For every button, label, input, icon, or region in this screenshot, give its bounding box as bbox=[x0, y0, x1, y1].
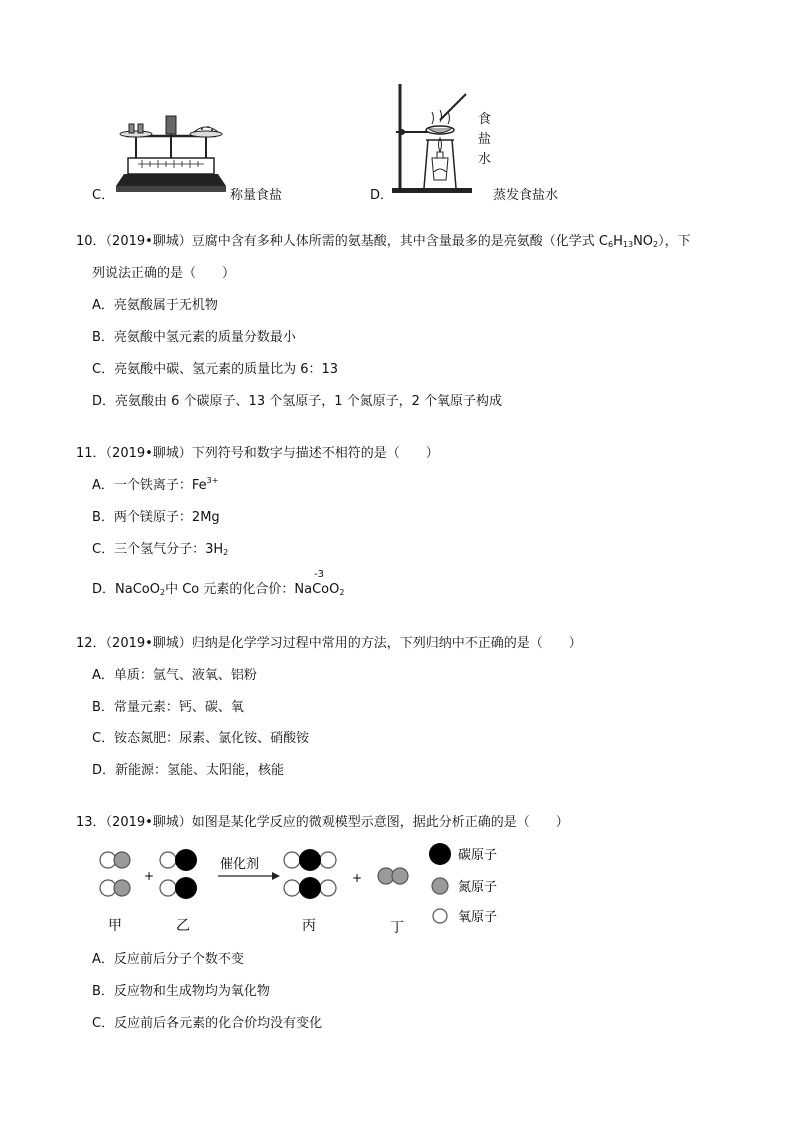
option-d-label-2: 盐 bbox=[478, 132, 492, 147]
q11-option-d bbox=[92, 569, 345, 597]
label-ding: 丁 bbox=[390, 920, 404, 936]
reaction-arrow-head bbox=[272, 872, 280, 880]
plus-sign-1: + bbox=[144, 869, 155, 883]
q11-option-d-text: D．NaCoO bbox=[92, 582, 160, 597]
option-d-label-3: 水 bbox=[478, 152, 492, 167]
q11-option-d-valence: -3 bbox=[314, 569, 325, 580]
q11-option-d-co: Co bbox=[312, 582, 330, 597]
option-d-image bbox=[388, 80, 478, 196]
legend-carbon-label: 碳原子 bbox=[458, 848, 498, 863]
molecule-jia-2 bbox=[100, 880, 130, 896]
catalyst-label: 催化剂 bbox=[220, 857, 260, 872]
q10-stem-b: H bbox=[613, 234, 623, 249]
molecule-yi-1 bbox=[160, 849, 197, 871]
q13-option-b: B．反应物和生成物均为氧化物 bbox=[92, 984, 270, 999]
q10-option-d: D．亮氨酸由 6 个碳原子、13 个氢原子，1 个氮原子，2 个氧原子构成 bbox=[92, 394, 503, 409]
q13-option-a: A．反应前后分子个数不变 bbox=[92, 952, 244, 967]
q11-option-d-mid: 中 Co 元素的化合价：Na bbox=[165, 582, 313, 597]
q10-option-a: A．亮氨酸属于无机物 bbox=[92, 298, 218, 313]
molecule-yi-2 bbox=[160, 877, 197, 899]
label-yi: 乙 bbox=[176, 918, 190, 934]
option-c-caption: 称量食盐 bbox=[230, 188, 283, 203]
q11-option-d-o: O bbox=[329, 582, 340, 597]
legend-carbon-icon bbox=[429, 843, 451, 865]
q12-option-b: B．常量元素：钙、碳、氧 bbox=[92, 700, 244, 715]
q11-option-b: B．两个镁原子：2Mg bbox=[92, 510, 220, 525]
q13-option-c: C．反应前后各元素的化合价均没有变化 bbox=[92, 1016, 323, 1031]
option-d-letter: D． bbox=[370, 188, 394, 203]
q10-stem-line2: 列说法正确的是（ ） bbox=[92, 266, 236, 281]
q11-option-c-text: C．三个氢气分子：3H bbox=[92, 542, 224, 557]
q11-option-a-text: A．一个铁离子：Fe bbox=[92, 478, 207, 493]
reaction-model-svg bbox=[90, 838, 520, 938]
q11-option-c-sub: 2 bbox=[223, 548, 229, 557]
molecule-bing-1 bbox=[284, 849, 336, 871]
legend-nitrogen-icon bbox=[432, 878, 448, 894]
molecule-ding bbox=[378, 868, 408, 884]
label-jia: 甲 bbox=[108, 918, 122, 934]
plus-sign-2: + bbox=[352, 871, 363, 885]
legend-oxygen-label: 氧原子 bbox=[458, 910, 498, 925]
q10-formula-c-sub: 6 bbox=[608, 240, 614, 249]
q10-option-c: C．亮氨酸中碳、氢元素的质量比为 6：13 bbox=[92, 362, 339, 377]
q11-option-d-co-group bbox=[312, 569, 330, 597]
q11-option-a-charge: 3+ bbox=[206, 476, 219, 485]
q12-option-a: A．单质：氩气、液氧、铝粉 bbox=[92, 668, 257, 683]
q11-option-a bbox=[92, 474, 218, 493]
option-c-letter: C． bbox=[92, 188, 115, 203]
q10-stem-c: NO bbox=[633, 234, 654, 249]
q11-option-d-sub1: 2 bbox=[159, 588, 166, 597]
q13-reaction-diagram bbox=[90, 838, 520, 938]
q11-option-c bbox=[92, 538, 228, 557]
option-d-label-1: 食 bbox=[478, 112, 492, 127]
q10-formula-h-sub: 13 bbox=[622, 240, 634, 249]
label-bing: 丙 bbox=[302, 918, 316, 934]
balance-scale-icon bbox=[112, 112, 230, 194]
option-c-image bbox=[112, 112, 230, 194]
q11-stem: 11．（2019•聊城）下列符号和数字与描述不相符的是（ ） bbox=[76, 446, 439, 461]
legend-nitrogen-label: 氮原子 bbox=[458, 880, 498, 895]
option-d-caption: 蒸发食盐水 bbox=[493, 188, 559, 203]
molecule-bing-2 bbox=[284, 877, 336, 899]
q12-stem: 12．（2019•聊城）归纳是化学学习过程中常用的方法，下列归纳中不正确的是（ ） bbox=[76, 636, 582, 651]
molecule-jia-1 bbox=[100, 852, 130, 868]
q10-formula-o-sub: 2 bbox=[653, 240, 659, 249]
q13-stem: 13．（2019•聊城）如图是某化学反应的微观模型示意图，据此分析正确的是（ ） bbox=[76, 815, 569, 830]
evaporation-apparatus-icon bbox=[388, 80, 478, 196]
q10-stem bbox=[76, 230, 691, 249]
q10-stem-a: 10．（2019•聊城）豆腐中含有多种人体所需的氨基酸，其中含量最多的是亮氨酸（化学式 C bbox=[76, 234, 609, 249]
q12-option-c: C．铵态氮肥：尿素、氯化铵、硝酸铵 bbox=[92, 731, 310, 746]
q11-option-d-sub2: 2 bbox=[339, 588, 345, 597]
q12-option-d: D．新能源：氢能、太阳能，核能 bbox=[92, 763, 285, 778]
q10-stem-d: ），下 bbox=[658, 234, 691, 249]
legend-oxygen-icon bbox=[433, 909, 447, 923]
q10-option-b: B．亮氨酸中氢元素的质量分数最小 bbox=[92, 330, 296, 345]
